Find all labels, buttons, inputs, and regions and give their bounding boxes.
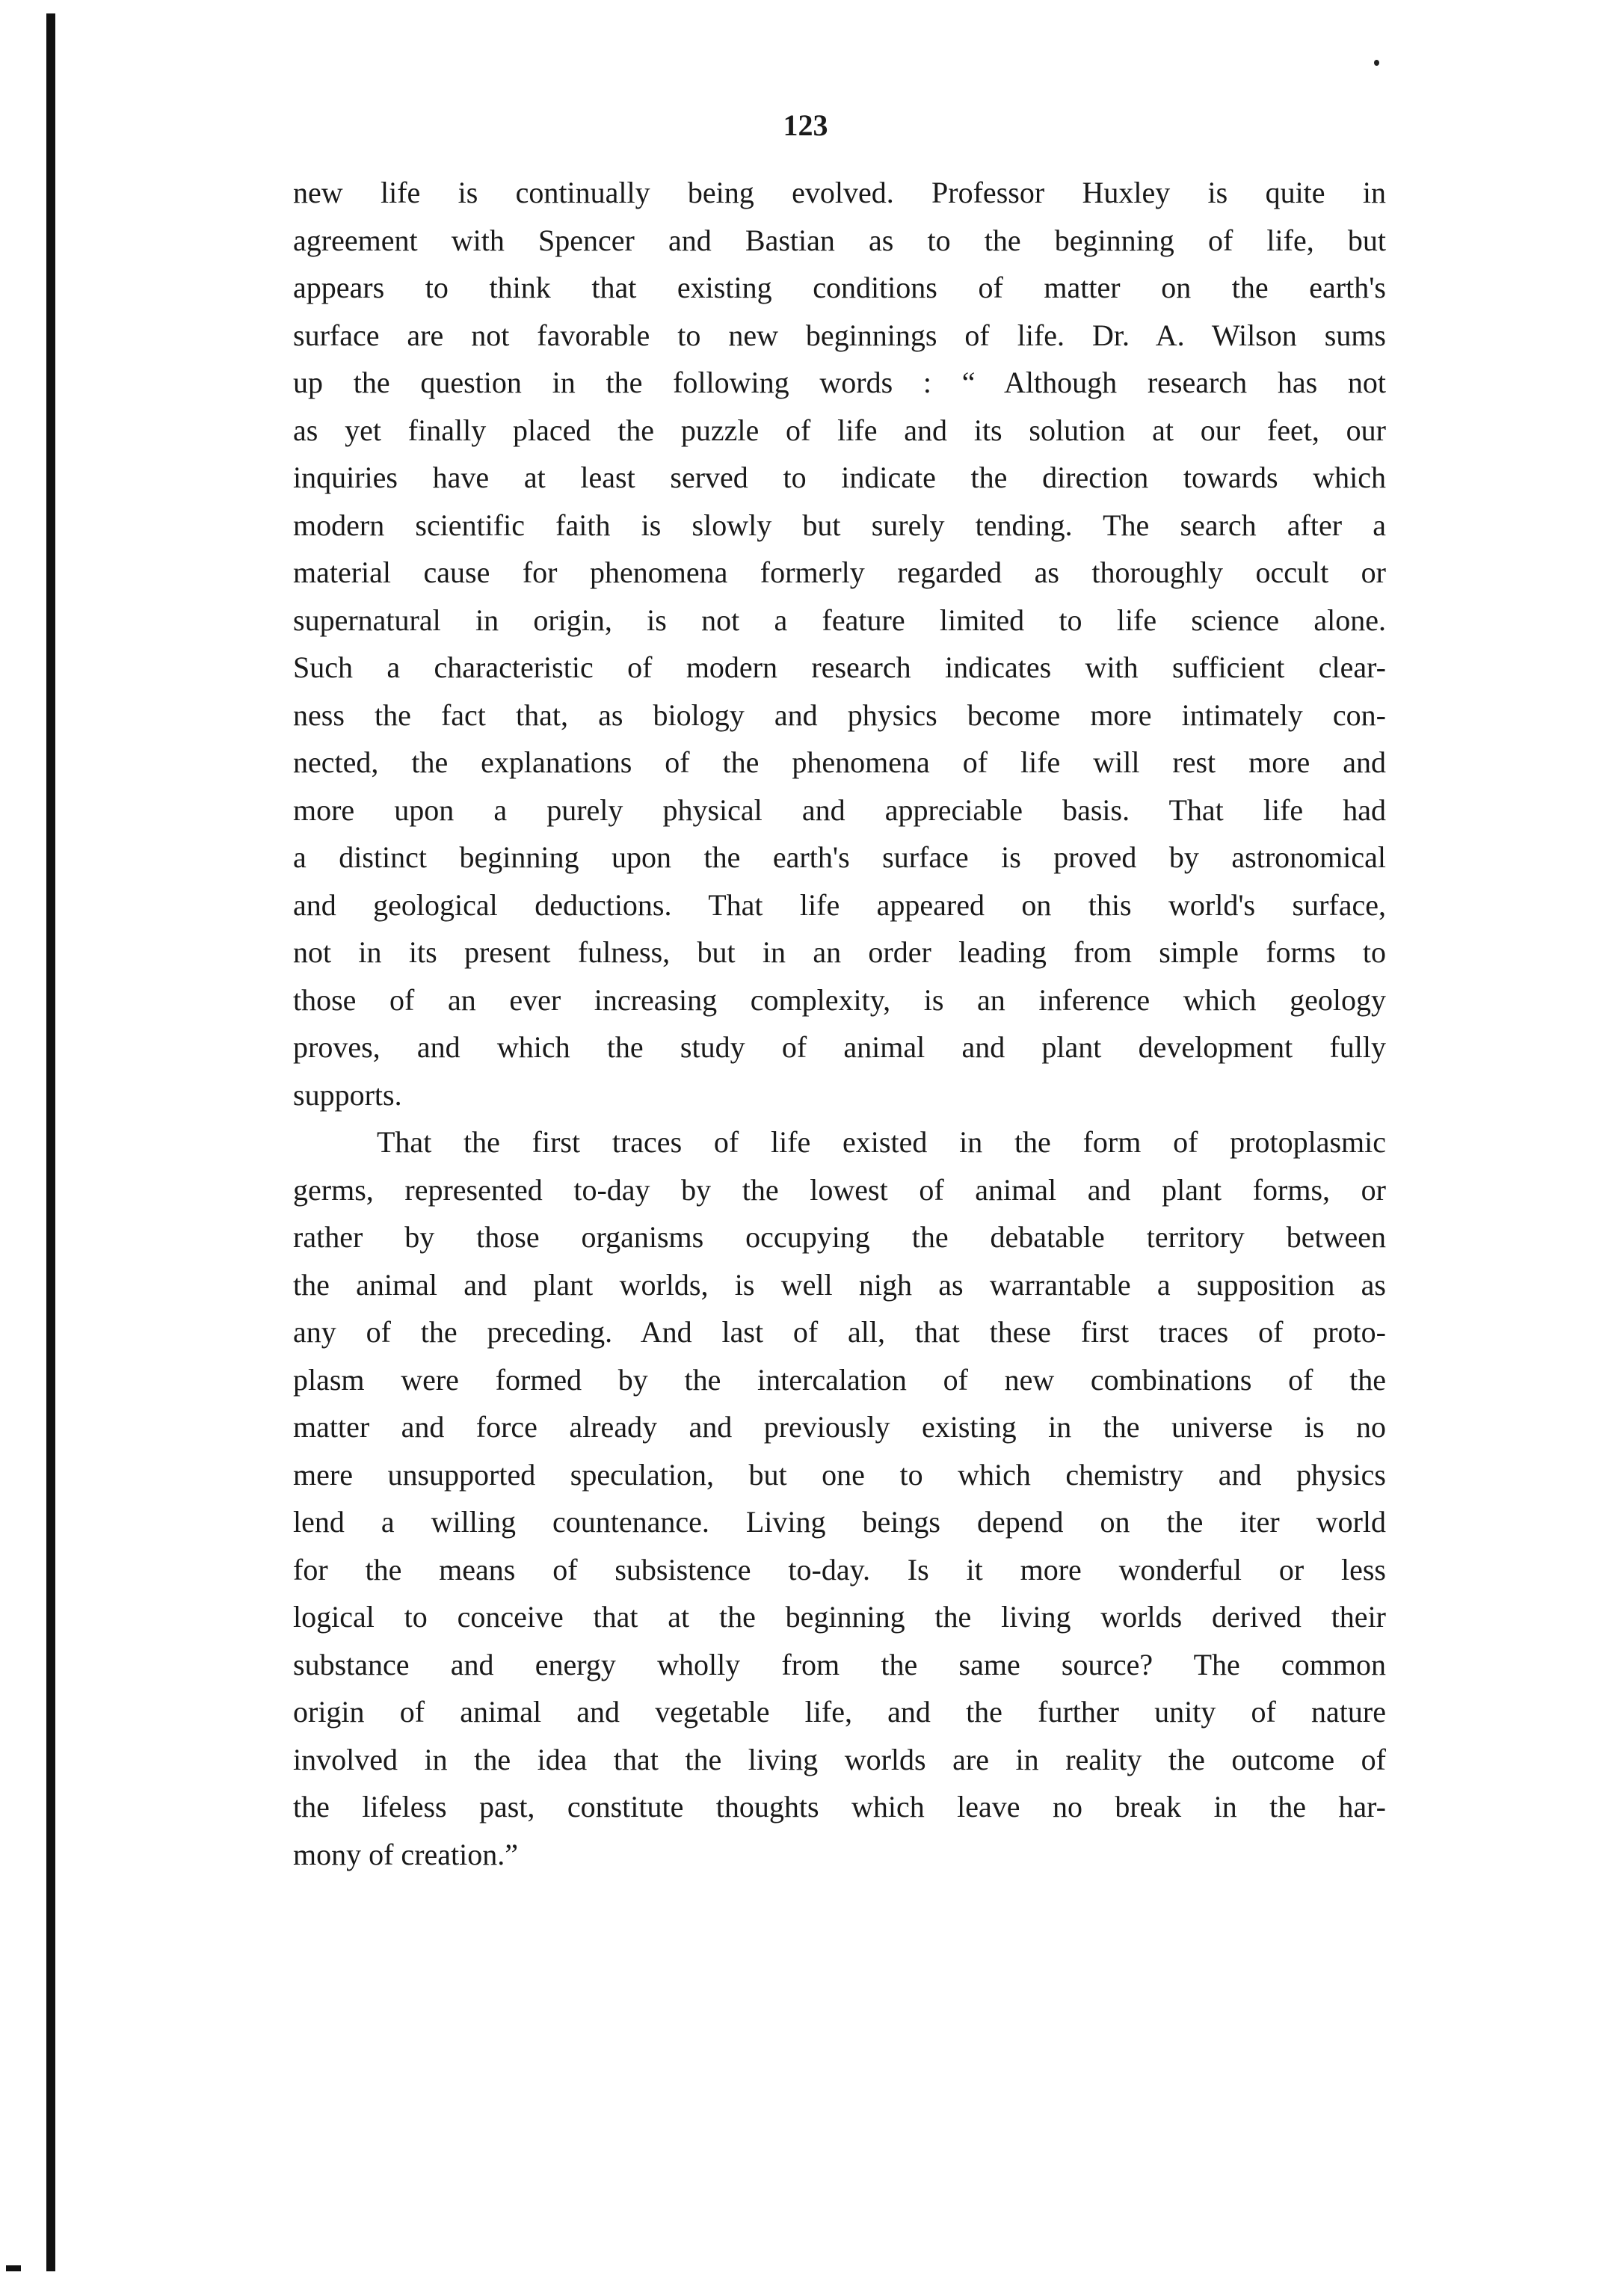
page-number: 123 [783,108,828,142]
text-line: any of the preceding. And last of all, that these first traces of proto- [293,1315,1386,1349]
text-line: rather by those organisms occupying the debatable territory between [293,1220,1386,1254]
binding-mark [6,2265,21,2271]
text-line: the lifeless past, constitute thoughts which leave no break in the har- [293,1790,1386,1823]
text-line: those of an ever increasing complexity, is an inference which geology [293,982,1386,1017]
paragraph-2 [293,1118,1386,1878]
text-line: matter and force already and previously existing in the universe is no [293,1410,1386,1444]
text-line: involved in the idea that the living worlds are in reality the outcome of [293,1742,1386,1776]
text-line: Such a characteristic of modern research indicates with sufficient clear- [293,650,1386,684]
text-line: mony of creation.” [293,1837,518,1871]
text-line: proves, and which the study of animal and plant development fully [293,1030,1386,1064]
text-line: plasm were formed by the intercalation of new combinations of the [293,1362,1386,1397]
text-line: not in its present fulness, but in an order leading from simple forms to [293,935,1386,969]
text-line: logical to conceive that at the beginning the living worlds derived their [293,1600,1386,1634]
text-line: up the question in the following words : “ Although research has not [293,366,1386,399]
text-line: as yet finally placed the puzzle of life and its solution at our feet, our [293,413,1386,447]
text-line: supports. [293,1077,402,1112]
text-line: agreement with Spencer and Bastian as to the beginning of life, but [293,223,1386,257]
text-line: appears to think that existing conditions of matter on the earth's [293,271,1386,304]
body-text [293,169,1386,1878]
text-line: new life is continually being evolved. Professor Huxley is quite in [293,176,1386,209]
text-line: a distinct beginning upon the earth's surface is proved by astronomical [293,840,1386,874]
paragraph-1 [293,169,1386,1118]
text-line: substance and energy wholly from the same source? The common [293,1647,1386,1681]
text-line: supernatural in origin, is not a feature limited to life science alone. [293,603,1386,637]
text-line: lend a willing countenance. Living beings depend on the iter world [293,1505,1386,1539]
text-line: and geological deductions. That life appeared on this world's surface, [293,887,1386,922]
text-line: nected, the explanations of the phenomena of life will rest more and [293,745,1386,779]
text-line: origin of animal and vegetable life, and the further unity of nature [293,1695,1386,1729]
text-line: the animal and plant worlds, is well nigh as warrantable a supposition as [293,1267,1386,1302]
text-line: inquiries have at least served to indicate the direction towards which [293,461,1386,494]
text-line: material cause for phenomena formerly regarded as thoroughly occult or [293,555,1386,589]
text-line: for the means of subsistence to-day. Is it more wonderful or less [293,1552,1386,1586]
text-line: surface are not favorable to new beginnings of life. Dr. A. Wilson sums [293,318,1386,352]
binding-edge [46,13,55,2271]
text-line: ness the fact that, as biology and physics become more intimately con- [293,698,1386,732]
text-line: mere unsupported speculation, but one to which chemistry and physics [293,1457,1386,1492]
text-line: more upon a purely physical and appreciable basis. That life had [293,792,1386,827]
text-line: That the first traces of life existed in the form of protoplasmic [377,1125,1386,1159]
text-line: germs, represented to-day by the lowest of animal and plant forms, or [293,1172,1386,1207]
text-line: modern scientific faith is slowly but surely tending. The search after a [293,508,1386,542]
ink-speck [1374,60,1379,66]
